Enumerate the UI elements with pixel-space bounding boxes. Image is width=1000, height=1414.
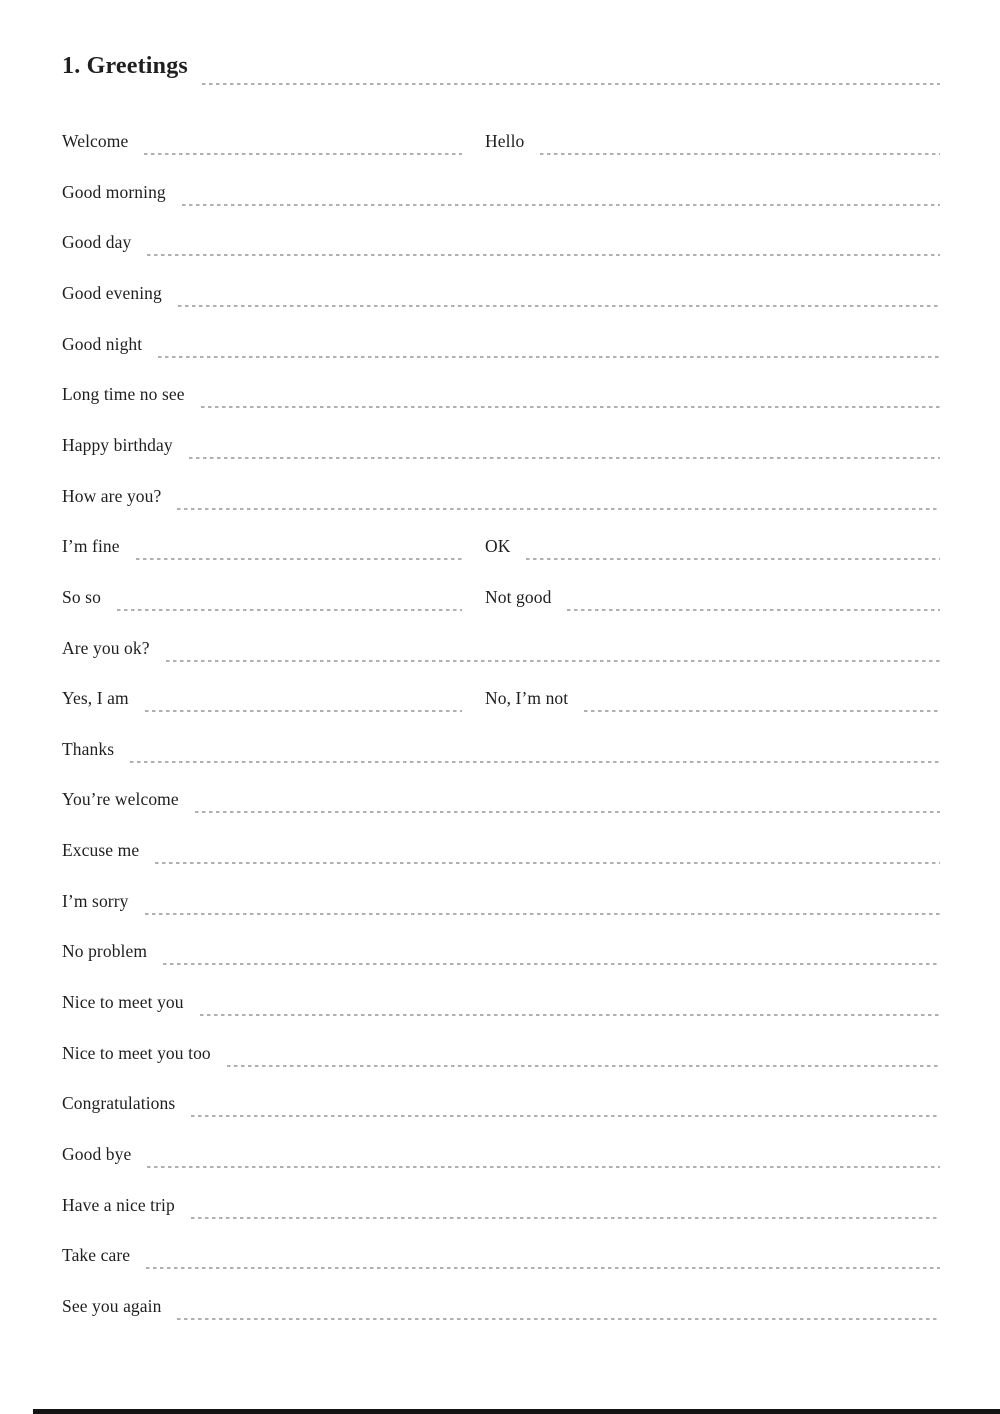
- list-item: [62, 912, 940, 963]
- fill-in-line: [189, 457, 940, 459]
- fill-in-line: [145, 913, 940, 915]
- fill-in-line: [540, 153, 940, 155]
- title-fill-in-line: [202, 83, 940, 85]
- list-item: [62, 709, 940, 760]
- phrase-label: Good night: [62, 333, 143, 354]
- list-item: [62, 1064, 940, 1115]
- fill-in-line: [178, 305, 940, 307]
- list-item: [62, 1165, 940, 1216]
- fill-in-line: [584, 710, 940, 712]
- list-item: [62, 203, 940, 254]
- list-item: [62, 152, 940, 203]
- fill-in-line: [201, 406, 940, 408]
- phrase-label: Good evening: [62, 283, 162, 304]
- list-item: [62, 253, 940, 304]
- phrase-label: Have a nice trip: [62, 1194, 175, 1215]
- phrase-label: How are you?: [62, 485, 162, 506]
- list-item: [62, 102, 940, 153]
- phrase-label: Excuse me: [62, 840, 140, 861]
- fill-in-line: [191, 1115, 940, 1117]
- list-item: [62, 608, 940, 659]
- fill-in-line: [200, 1014, 940, 1016]
- fill-in-line: [163, 963, 940, 965]
- fill-in-line: [147, 254, 940, 256]
- list-item: [62, 405, 940, 456]
- phrase-label: See you again: [62, 1295, 162, 1316]
- phrase-label: No, I’m not: [485, 688, 569, 709]
- list-item: [62, 1266, 940, 1317]
- list-item: [62, 557, 940, 608]
- fill-in-line: [136, 558, 462, 560]
- phrase-column-left: [62, 130, 462, 152]
- phrase-column-left: [62, 586, 462, 608]
- phrase-column-right: [485, 130, 940, 152]
- fill-in-line: [195, 811, 940, 813]
- list-item: [62, 456, 940, 507]
- list-item: [62, 1216, 940, 1267]
- phrase-label: Thanks: [62, 738, 115, 759]
- fill-in-line: [146, 1267, 940, 1269]
- fill-in-line: [182, 204, 940, 206]
- phrase-column-right: [485, 687, 940, 709]
- phrase-label: I’m fine: [62, 536, 120, 557]
- list-item: [62, 861, 940, 912]
- fill-in-line: [145, 710, 462, 712]
- phrase-label: I’m sorry: [62, 890, 129, 911]
- list-item: [62, 1114, 940, 1165]
- list-item: [62, 659, 940, 710]
- phrase-column-left: [62, 687, 462, 709]
- list-item: [62, 962, 940, 1013]
- phrase-label: Are you ok?: [62, 637, 150, 658]
- phrase-label: Take care: [62, 1245, 131, 1266]
- phrase-label: Good day: [62, 232, 132, 253]
- phrase-label: Good morning: [62, 181, 166, 202]
- list-item: [62, 1013, 940, 1064]
- phrase-label: Yes, I am: [62, 688, 129, 709]
- phrase-label: Hello: [485, 131, 525, 152]
- fill-in-line: [191, 1217, 940, 1219]
- phrase-label: Not good: [485, 586, 552, 607]
- phrase-label: You’re welcome: [62, 789, 179, 810]
- fill-in-line: [130, 761, 940, 763]
- fill-in-line: [227, 1065, 940, 1067]
- phrase-label: OK: [485, 536, 511, 557]
- list-item: [62, 355, 940, 406]
- phrase-label: Welcome: [62, 131, 129, 152]
- phrase-label: So so: [62, 586, 101, 607]
- fill-in-line: [526, 558, 940, 560]
- phrase-column-left: [62, 535, 462, 557]
- phrase-label: Congratulations: [62, 1093, 176, 1114]
- list-item: [62, 810, 940, 861]
- list-item: [62, 760, 940, 811]
- fill-in-line: [144, 153, 462, 155]
- phrase-column-right: [485, 535, 940, 557]
- fill-in-line: [177, 508, 940, 510]
- section-title: 1. Greetings: [62, 53, 188, 79]
- next-section-divider: [33, 1409, 1000, 1414]
- fill-in-line: [567, 609, 940, 611]
- fill-in-line: [147, 1166, 940, 1168]
- phrase-label: Nice to meet you too: [62, 1042, 211, 1063]
- list-item: [62, 507, 940, 558]
- phrase-label: No problem: [62, 941, 148, 962]
- list-item: [62, 304, 940, 355]
- phrase-column-right: [485, 586, 940, 608]
- fill-in-line: [166, 660, 940, 662]
- fill-in-line: [177, 1318, 940, 1320]
- phrase-label: Happy birthday: [62, 434, 173, 455]
- section-header: [62, 52, 940, 80]
- phrase-label: Long time no see: [62, 384, 185, 405]
- fill-in-line: [158, 356, 940, 358]
- fill-in-line: [155, 862, 940, 864]
- fill-in-line: [117, 609, 462, 611]
- phrase-list: [62, 102, 940, 1317]
- phrase-label: Nice to meet you: [62, 992, 184, 1013]
- phrase-label: Good bye: [62, 1143, 132, 1164]
